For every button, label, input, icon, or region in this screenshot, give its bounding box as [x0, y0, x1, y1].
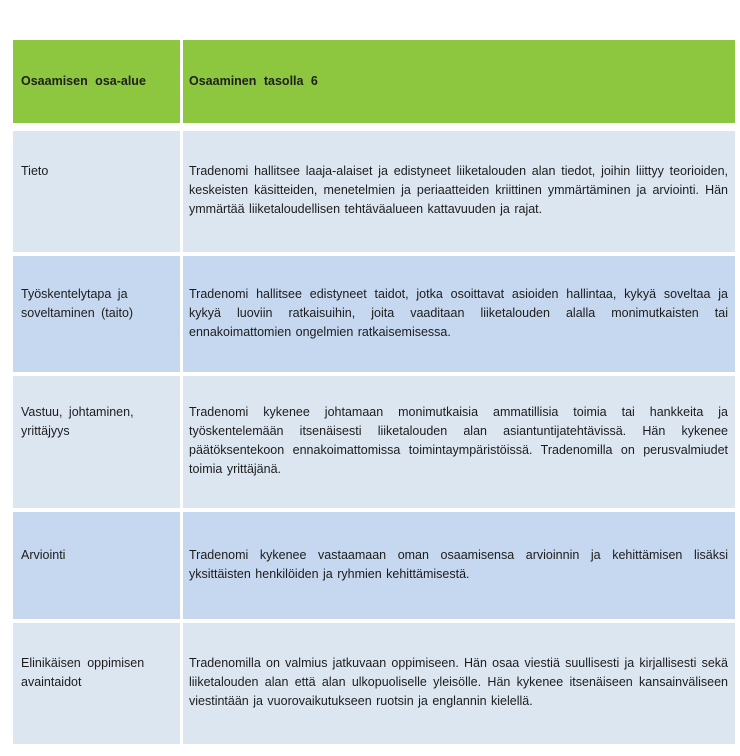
- competency-area-cell: Elinikäisen oppimisen avaintaidot: [13, 623, 180, 744]
- table-row: [13, 256, 735, 372]
- table-row: [13, 376, 735, 508]
- competency-table: [13, 40, 735, 744]
- competency-description-cell: Tradenomi kykenee vastaamaan oman osaamisensa arvioinnin ja kehittämisen lisäksi yksittäisten henkilöiden ja ryhmien kehittämisestä.: [183, 512, 735, 619]
- competency-area-cell: Tieto: [13, 131, 180, 252]
- competency-description-cell: Tradenomilla on valmius jatkuvaan oppimiseen. Hän osaa viestiä suullisesti ja kirjallisesti sekä liiketalouden alan että alan ulkopuoliselle yleisölle. Hän kykenee itsenäiseen kansainväliseen viestintään ja vuorovaikutukseen ruotsin ja englannin kielellä.: [183, 623, 735, 744]
- competency-area-cell: Vastuu, johtaminen, yrittäjyys: [13, 376, 180, 508]
- competency-description-cell: Tradenomi kykenee johtamaan monimutkaisia ammatillisia toimia tai hankkeita ja työskentelemään itsenäisesti liiketalouden alan asiantuntijatehtävissä. Hän kykenee päätöksentekoon ennakoimattomissa toimintaympäristöissä. Tradenomilla on perusvalmiudet toimia yrittäjänä.: [183, 376, 735, 508]
- competency-description-cell: Tradenomi hallitsee laaja-alaiset ja edistyneet liiketalouden alan tiedot, joihin liittyy teorioiden, keskeisten käsitteiden, menetelmien ja periaatteiden kriittinen ymmärtäminen ja arviointi. Hän ymmärtää liiketaloudellisen tehtäväalueen kattavuuden ja rajat.: [183, 131, 735, 252]
- table-header-row: [13, 40, 735, 123]
- table-row: [13, 512, 735, 619]
- header-cell-competency-area: Osaamisen osa-alue: [13, 40, 180, 123]
- competency-area-cell: Työskentelytapa ja soveltaminen (taito): [13, 256, 180, 372]
- table-row: [13, 623, 735, 744]
- competency-description-cell: Tradenomi hallitsee edistyneet taidot, jotka osoittavat asioiden hallintaa, kykyä soveltaa ja kykyä luoviin ratkaisuihin, joita vaaditaan liiketalouden alalla monimutkaisten tai ennakoimattomien ongelmien ratkaisemisessa.: [183, 256, 735, 372]
- competency-area-cell: Arviointi: [13, 512, 180, 619]
- header-cell-level-6: Osaaminen tasolla 6: [183, 40, 735, 123]
- table-row: [13, 131, 735, 252]
